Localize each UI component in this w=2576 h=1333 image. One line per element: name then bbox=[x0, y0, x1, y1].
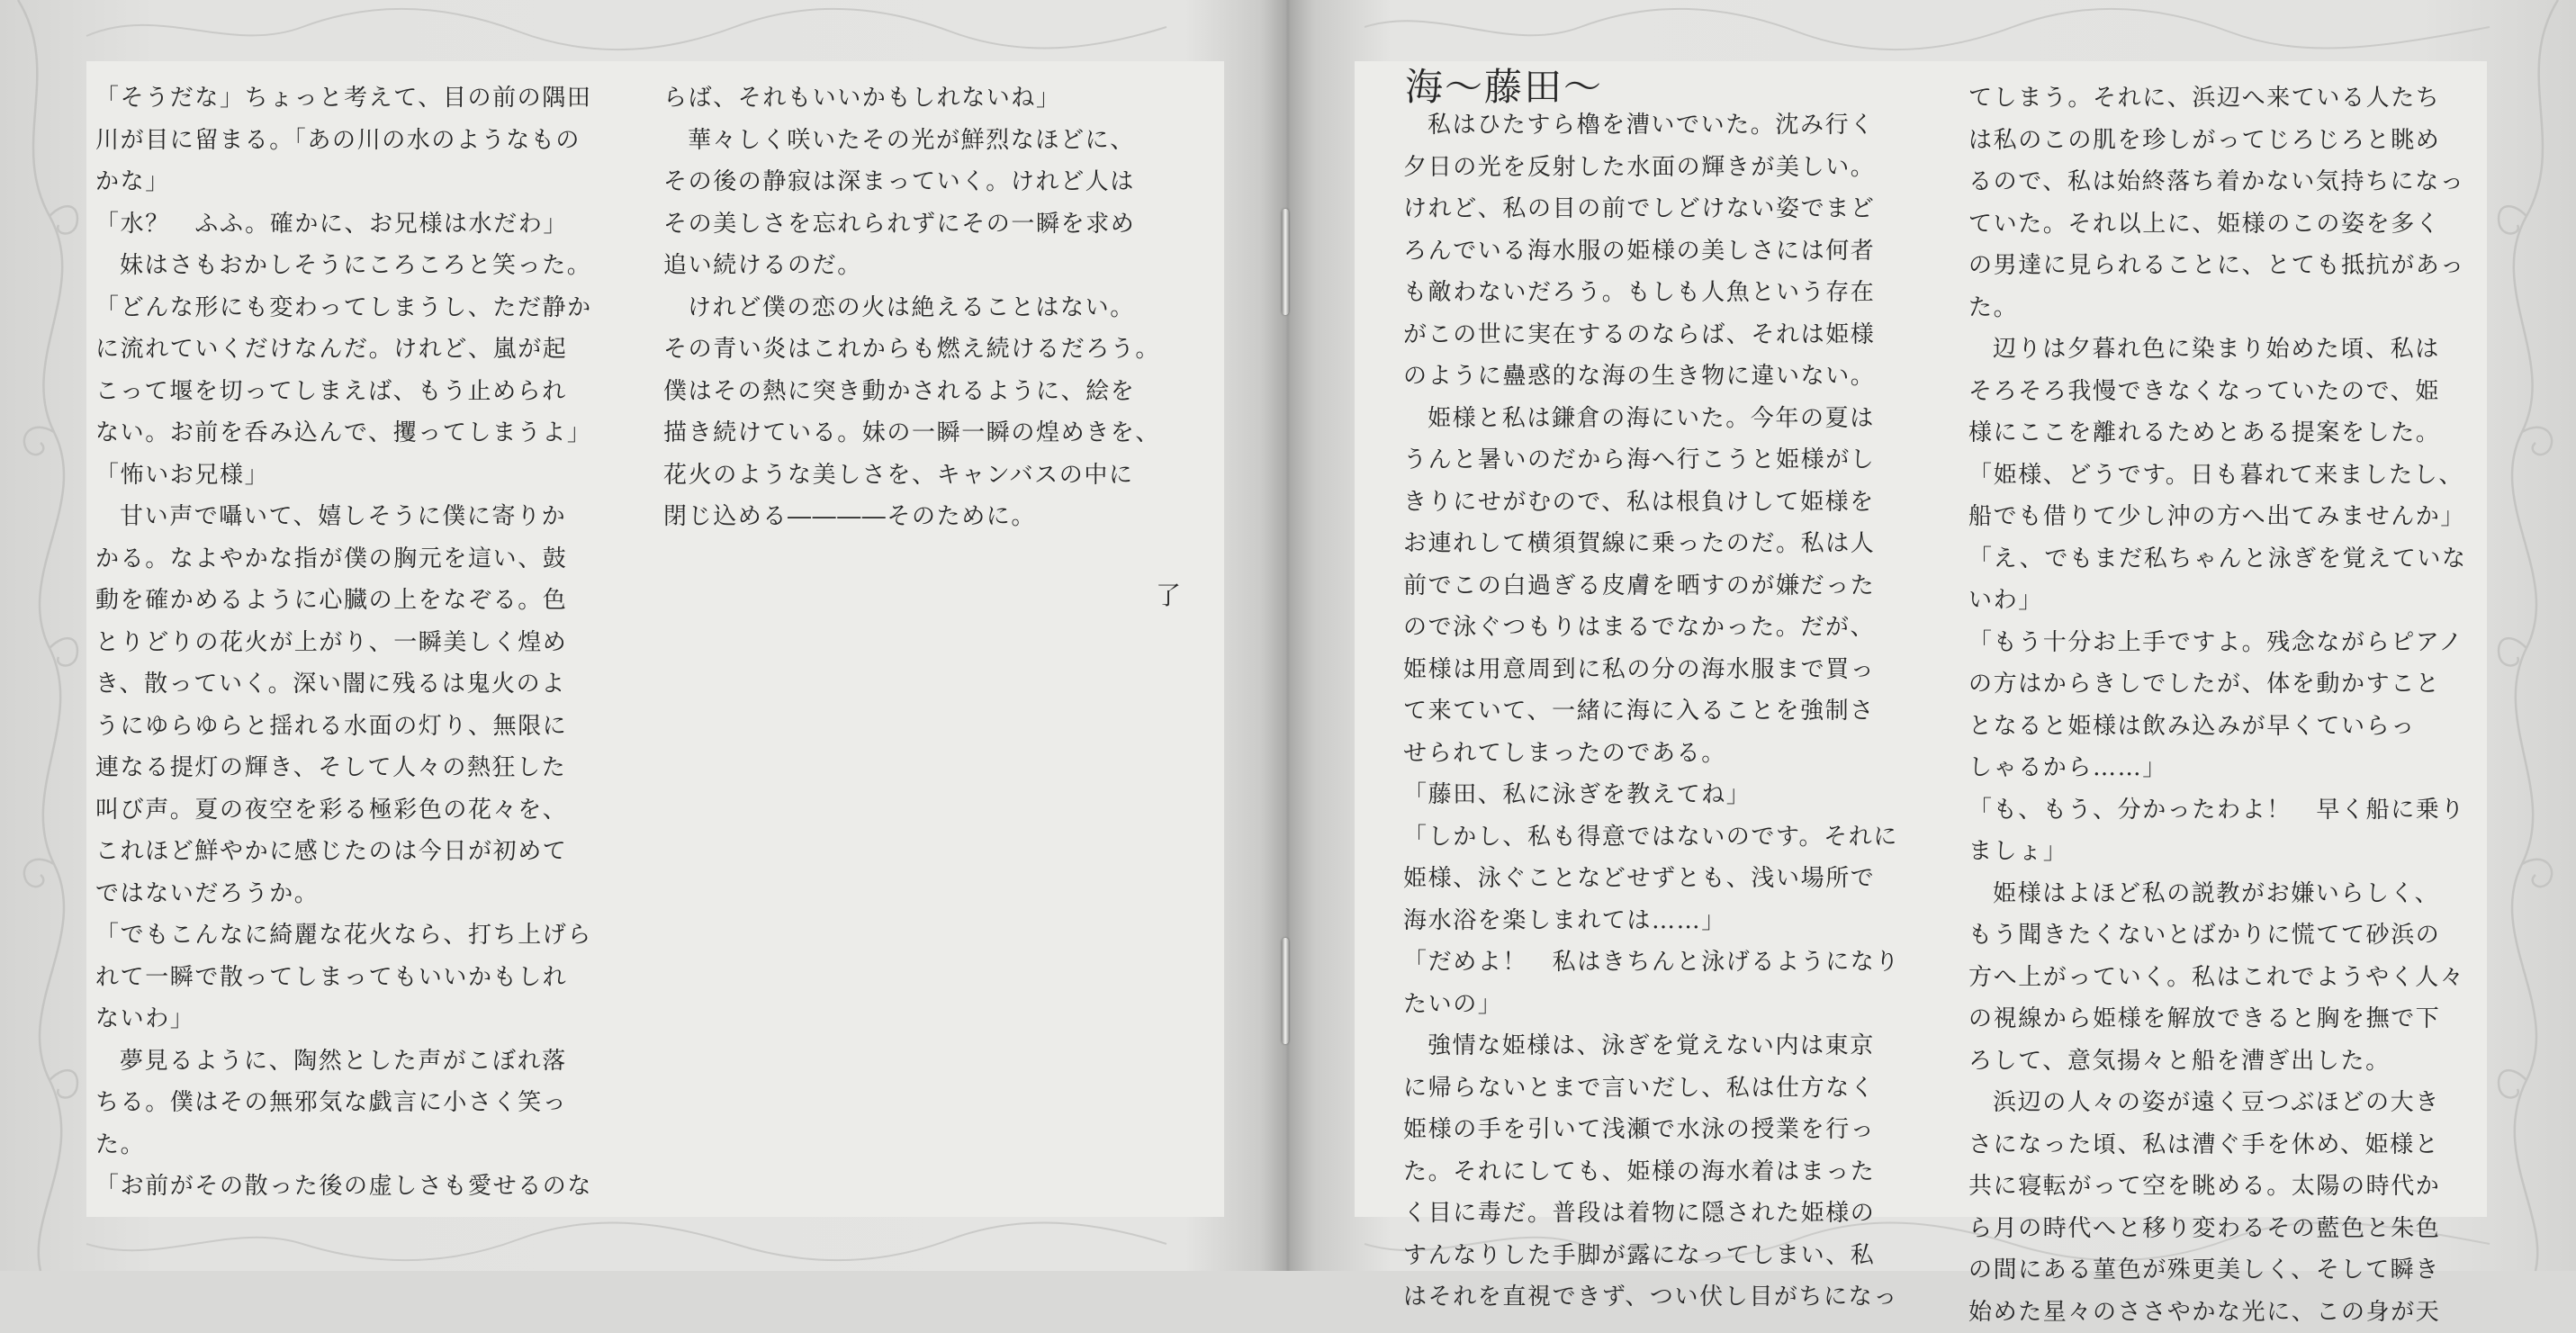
text-line: 「怖いお兄様」 bbox=[95, 455, 592, 497]
text-line: の視線から姫様を解放できると胸を撫で下 bbox=[1968, 998, 2467, 1040]
text-line: 「どんな形にも変わってしまうし、ただ静か bbox=[95, 287, 592, 329]
text-line: た。 bbox=[95, 1124, 592, 1166]
text-line: はそれを直視できず、つい伏し目がちになっ bbox=[1403, 1276, 1900, 1319]
text-line: ちる。僕はその無邪気な戯言に小さく笑っ bbox=[95, 1082, 592, 1124]
text-line: ていた。それ以上に、姫様のこの姿を多く bbox=[1968, 203, 2467, 246]
text-line: も敵わないだろう。もしも人魚という存在 bbox=[1403, 272, 1900, 314]
staple-top bbox=[1282, 209, 1289, 315]
text-line: ではないだろうか。 bbox=[95, 873, 592, 915]
text-line: その美しさを忘れられずにその一瞬を求め bbox=[663, 203, 1160, 246]
text-line: 「も、もう、分かったわよ！ 早く船に乗り bbox=[1968, 789, 2467, 832]
text-line: て来ていて、一緒に海に入ることを強制さ bbox=[1403, 690, 1900, 733]
text-line: の男達に見られることに、とても抵抗があっ bbox=[1968, 245, 2467, 287]
text-line: 姫様の手を引いて浅瀬で水泳の授業を行っ bbox=[1403, 1109, 1900, 1151]
text-line: らば、それもいいかもしれないね」 bbox=[663, 77, 1160, 120]
text-line: るので、私は始終落ち着かない気持ちになっ bbox=[1968, 161, 2467, 203]
text-line: の方はからきしでしたが、体を動かすこと bbox=[1968, 663, 2467, 706]
text-line: 夕日の光を反射した水面の輝きが美しい。 bbox=[1403, 147, 1900, 189]
text-line: たいの」 bbox=[1403, 984, 1900, 1026]
text-line: に帰らないとまで言いだし、私は仕方なく bbox=[1403, 1067, 1900, 1110]
text-line: さになった頃、私は漕ぐ手を休め、姫様と bbox=[1968, 1124, 2467, 1166]
text-line: 「でもこんなに綺麗な花火なら、打ち上げら bbox=[95, 914, 592, 957]
text-line: きりにせがむので、私は根負けして姫様を bbox=[1403, 482, 1900, 524]
text-line: その青い炎はこれからも燃え続けるだろう。 bbox=[663, 329, 1160, 371]
text-line: 「そうだな」ちょっと考えて、目の前の隅田 bbox=[95, 77, 592, 120]
text-line: そろそろ我慢できなくなっていたので、姫 bbox=[1968, 371, 2467, 413]
text-line: ましょ」 bbox=[1968, 831, 2467, 873]
text-line: てしまう。それに、浜辺へ来ている人たち bbox=[1968, 77, 2467, 120]
text-line: き、散っていく。深い闇に残るは鬼火のよ bbox=[95, 663, 592, 706]
text-line: 甘い声で囁いて、嬉しそうに僕に寄りか bbox=[95, 496, 592, 538]
text-line: うんと暑いのだから海へ行こうと姫様がし bbox=[1403, 439, 1900, 482]
text-line: に流れていくだけなんだ。けれど、嵐が起 bbox=[95, 329, 592, 371]
text-line: これほど鮮やかに感じたのは今日が初めて bbox=[95, 831, 592, 873]
text-line: 叫び声。夏の夜空を彩る極彩色の花々を、 bbox=[95, 789, 592, 832]
text-line: 閉じ込める――――そのために。 bbox=[663, 496, 1160, 538]
text-line: とりどりの花火が上がり、一瞬美しく煌め bbox=[95, 622, 592, 664]
text-line: 姫様、泳ぐことなどせずとも、浅い場所で bbox=[1403, 858, 1900, 900]
text-line: ら月の時代へと移り変わるその藍色と朱色 bbox=[1968, 1208, 2467, 1250]
text-line: せられてしまったのである。 bbox=[1403, 733, 1900, 775]
text-line: 辺りは夕暮れ色に染まり始めた頃、私は bbox=[1968, 329, 2467, 371]
text-line: けれど僕の恋の火は絶えることはない。 bbox=[663, 287, 1160, 329]
text-line: の間にある菫色が殊更美しく、そして瞬き bbox=[1968, 1249, 2467, 1292]
text-line: 海水浴を楽しまれては……」 bbox=[1403, 900, 1900, 942]
floral-ornament-right bbox=[2490, 0, 2576, 1271]
text-line: ろして、意気揚々と船を漕ぎ出した。 bbox=[1968, 1040, 2467, 1083]
text-line: すんなりした手脚が露になってしまい、私 bbox=[1403, 1235, 1900, 1277]
text-line: こって堰を切ってしまえば、もう止められ bbox=[95, 371, 592, 413]
text-line: 「水？ ふふ。確かに、お兄様は水だわ」 bbox=[95, 203, 592, 246]
text-line: く目に毒だ。普段は着物に隠された姫様の bbox=[1403, 1193, 1900, 1235]
text-line: いわ」 bbox=[1968, 580, 2467, 622]
text-line: ので泳ぐつもりはまるでなかった。だが、 bbox=[1403, 607, 1900, 649]
text-line: 船でも借りて少し沖の方へ出てみませんか」 bbox=[1968, 496, 2467, 538]
text-line: れて一瞬で散ってしまってもいいかもしれ bbox=[95, 957, 592, 999]
text-line: 方へ上がっていく。私はこれでようやく人々 bbox=[1968, 957, 2467, 999]
text-line: 動を確かめるように心臓の上をなぞる。色 bbox=[95, 580, 592, 622]
text-line: 花火のような美しさを、キャンバスの中に bbox=[663, 455, 1160, 497]
text-line: 妹はさもおかしそうにころころと笑った。 bbox=[95, 245, 592, 287]
text-line: お連れして横須賀線に乗ったのだ。私は人 bbox=[1403, 523, 1900, 565]
text-line: 追い続けるのだ。 bbox=[663, 245, 1160, 287]
text-line: もう聞きたくないとばかりに慌てて砂浜の bbox=[1968, 914, 2467, 957]
text-line: 夢見るように、陶然とした声がこぼれ落 bbox=[95, 1040, 592, 1083]
text-line: 僕はその熱に突き動かされるように、絵を bbox=[663, 371, 1160, 413]
text-line: 川が目に留まる。「あの川の水のようなもの bbox=[95, 120, 592, 162]
text-line: 「しかし、私も得意ではないのです。それに bbox=[1403, 816, 1900, 859]
left-page-column-1 bbox=[95, 77, 592, 1208]
floral-ornament-left bbox=[0, 0, 86, 1271]
text-line: ろんでいる海水服の姫様の美しさには何者 bbox=[1403, 230, 1900, 273]
text-line: 浜辺の人々の姿が遠く豆つぶほどの大き bbox=[1968, 1082, 2467, 1124]
text-line: ないわ」 bbox=[95, 998, 592, 1040]
text-line: ない。お前を呑み込んで、攫ってしまうよ」 bbox=[95, 412, 592, 455]
text-line: 始めた星々のささやかな光に、この身が天 bbox=[1968, 1292, 2467, 1333]
text-line: がこの世に実在するのならば、それは姫様 bbox=[1403, 314, 1900, 356]
text-line: た。それにしても、姫様の海水着はまった bbox=[1403, 1151, 1900, 1193]
text-line: た。 bbox=[1968, 287, 2467, 329]
text-line: 私はひたすら櫓を漕いでいた。沈み行く bbox=[1403, 104, 1900, 147]
book-gutter bbox=[1260, 0, 1316, 1271]
text-line: 姫様は用意周到に私の分の海水服まで買っ bbox=[1403, 649, 1900, 691]
end-mark: 了 bbox=[1156, 576, 1181, 612]
text-line: 姫様はよほど私の説教がお嫌いらしく、 bbox=[1968, 873, 2467, 915]
right-page-column-1 bbox=[1403, 104, 1900, 1319]
text-line: 「お前がその散った後の虚しさも愛せるのな bbox=[95, 1166, 592, 1208]
text-line: のように蠱惑的な海の生き物に違いない。 bbox=[1403, 356, 1900, 398]
text-line: 前でこの白過ぎる皮膚を晒すのが嫌だった bbox=[1403, 565, 1900, 608]
text-line: 「もう十分お上手ですよ。残念ながらピアノ bbox=[1968, 622, 2467, 664]
text-line: けれど、私の目の前でしどけない姿でまど bbox=[1403, 188, 1900, 230]
text-line: かる。なよやかな指が僕の胸元を這い、鼓 bbox=[95, 538, 592, 581]
text-line: となると姫様は飲み込みが早くていらっ bbox=[1968, 706, 2467, 748]
text-line: かな」 bbox=[95, 161, 592, 203]
text-line: は私のこの肌を珍しがってじろじろと眺め bbox=[1968, 120, 2467, 162]
right-page-column-2 bbox=[1968, 77, 2467, 1333]
text-line: 連なる提灯の輝き、そして人々の熱狂した bbox=[95, 747, 592, 789]
story-title: 海～藤田～ bbox=[1405, 58, 1603, 112]
left-page-column-2 bbox=[663, 77, 1160, 538]
text-line: 「姫様、どうです。日も暮れて来ましたし、 bbox=[1968, 455, 2467, 497]
text-line: 共に寝転がって空を眺める。太陽の時代か bbox=[1968, 1166, 2467, 1208]
text-line: 強情な姫様は、泳ぎを覚えない内は東京 bbox=[1403, 1025, 1900, 1067]
text-line: 様にここを離れるためとある提案をした。 bbox=[1968, 412, 2467, 455]
text-line: その後の静寂は深まっていく。けれど人は bbox=[663, 161, 1160, 203]
text-line: 「え、でもまだ私ちゃんと泳ぎを覚えていな bbox=[1968, 538, 2467, 581]
text-line: しゃるから……」 bbox=[1968, 747, 2467, 789]
text-line: 「藤田、私に泳ぎを教えてね」 bbox=[1403, 774, 1900, 816]
text-line: 「だめよ！ 私はきちんと泳げるようになり bbox=[1403, 941, 1900, 984]
text-line: うにゆらゆらと揺れる水面の灯り、無限に bbox=[95, 706, 592, 748]
text-line: 華々しく咲いたその光が鮮烈なほどに、 bbox=[663, 120, 1160, 162]
staple-bottom bbox=[1282, 938, 1289, 1044]
text-line: 姫様と私は鎌倉の海にいた。今年の夏は bbox=[1403, 398, 1900, 440]
text-line: 描き続けている。妹の一瞬一瞬の煌めきを、 bbox=[663, 412, 1160, 455]
